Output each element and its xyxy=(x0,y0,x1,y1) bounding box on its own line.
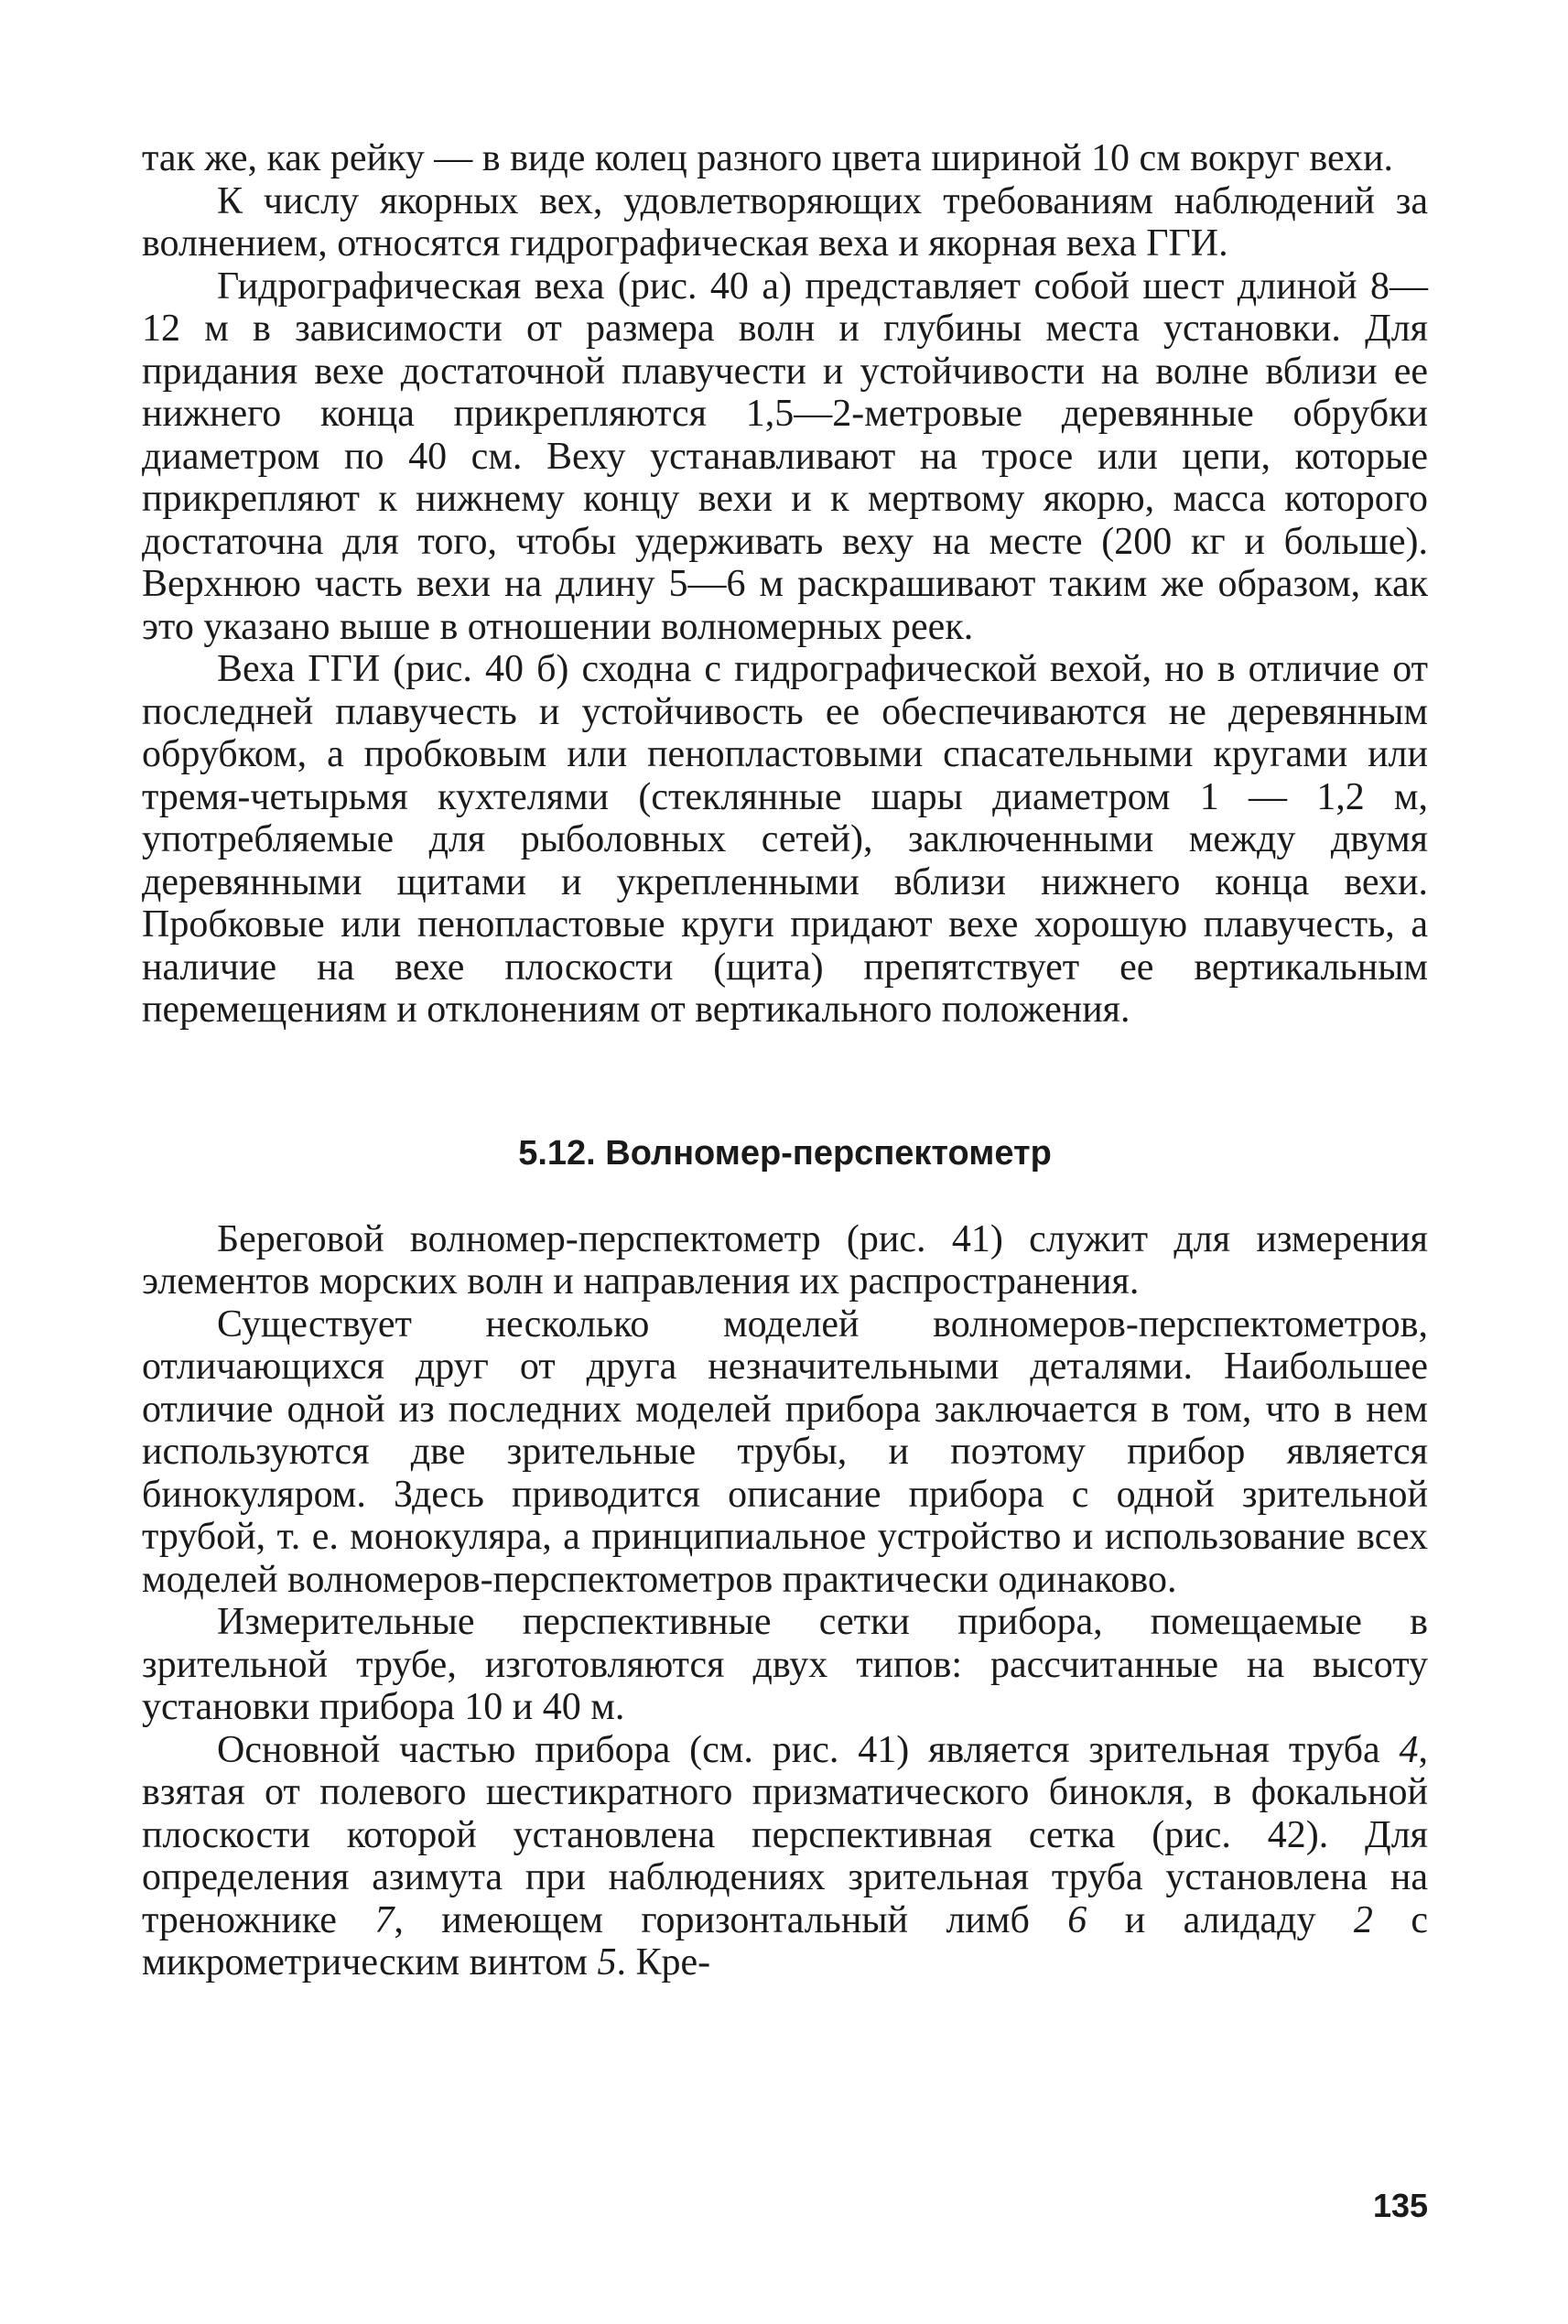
text-fragment: . Кре- xyxy=(616,1941,711,1984)
figure-ref-number: 4 xyxy=(1399,1728,1419,1771)
paragraph-ggi-buoy: Веха ГГИ (рис. 40 б) сходна с гидрографической вехой, но в отличие от последней плавучесть и устойчивость ее обеспечиваются не деревянным обрубком, а пробковым или пенопластовыми спасательными кругами или тремя-четырьмя кухтелями (стеклянные шары диаметром 1 — 1,2 м, употребляемые для рыболовных сетей), заключенными между двумя деревянными щитами и укрепленными вблизи нижнего конца вехи. Пробковые или пенопластовые круги придают вехе хорошую плавучесть, а наличие на вехе плоскости (щита) препятствует ее вертикальным перемещениям и отклонениям от вертикального положения. xyxy=(142,648,1428,1031)
text-fragment: и алидаду xyxy=(1087,1898,1354,1941)
text-fragment: Основной частью прибора (см. рис. 41) является зрительная труба xyxy=(217,1728,1400,1771)
paragraph-grids: Измерительные перспективные сетки прибора, помещаемые в зрительной трубе, изготовляются двух типов: рассчитанные на высоту установки прибора 10 и 40 м. xyxy=(142,1601,1428,1728)
figure-ref-number: 6 xyxy=(1067,1898,1087,1941)
text-fragment: , имеющем горизонтальный лимб xyxy=(394,1898,1068,1941)
paragraph-intro-perspectometer: Береговой волномер-перспектометр (рис. 41) служит для измерения элементов морских волн и направления их распространения. xyxy=(142,1217,1428,1303)
page-number: 135 xyxy=(1373,2187,1429,2224)
paragraph-models: Существует несколько моделей волномеров-перспектометров, отличающихся друг от друга незначительными деталями. Наибольшее отличие одной из последних моделей прибора заключается в том, что в нем используются две зрительные трубы, и поэтому прибор является бинокуляром. Здесь приводится описание прибора с одной зрительной трубой, т. е. монокуляра, а принципиальное устройство и использование всех моделей волномеров-перспектометров практически одинаково. xyxy=(142,1303,1428,1601)
paragraph-continuation: так же, как рейку — в виде колец разного цвета шириной 10 см вокруг вехи. xyxy=(142,137,1394,179)
figure-ref-number: 7 xyxy=(374,1898,395,1941)
figure-ref-number: 5 xyxy=(597,1941,617,1984)
text-fragment: , взятая от полевого шестикратного призматического бинокля, в фокальной плоскости которой установлена перспективная сетка (рис. 42). Для определения азимута при наблюдениях зрительная труба установлена на треножнике xyxy=(142,1728,1428,1941)
text-fragment: с микрометрическим винтом xyxy=(142,1898,1428,1984)
page-body xyxy=(142,137,1428,1984)
figure-ref-number: 2 xyxy=(1353,1898,1373,1941)
section-heading: 5.12. Волномер-перспектометр xyxy=(518,1133,1052,1173)
paragraph-main-part xyxy=(142,1729,1428,1984)
paragraph-hydrographic-buoy: Гидрографическая веха (рис. 40 а) представляет собой шест длиной 8—12 м в зависимости от размера волн и глубины места установки. Для придания вехе достаточной плавучести и устойчивости на волне вблизи ее нижнего конца прикрепляются 1,5—2-метровые деревянные обрубки диаметром по 40 см. Веху устанавливают на тросе или цепи, которые прикрепляют к нижнему концу вехи и к мертвому якорю, масса которого достаточна для того, чтобы удерживать веху на месте (200 кг и больше). Верхнюю часть вехи на длину 5—6 м раскрашивают таким же образом, как это указано выше в отношении волномерных реек. xyxy=(142,265,1428,648)
paragraph-anchor-buoys: К числу якорных вех, удовлетворяющих требованиям наблюдений за волнением, относятся гидрографическая веха и якорная веха ГГИ. xyxy=(142,179,1428,265)
